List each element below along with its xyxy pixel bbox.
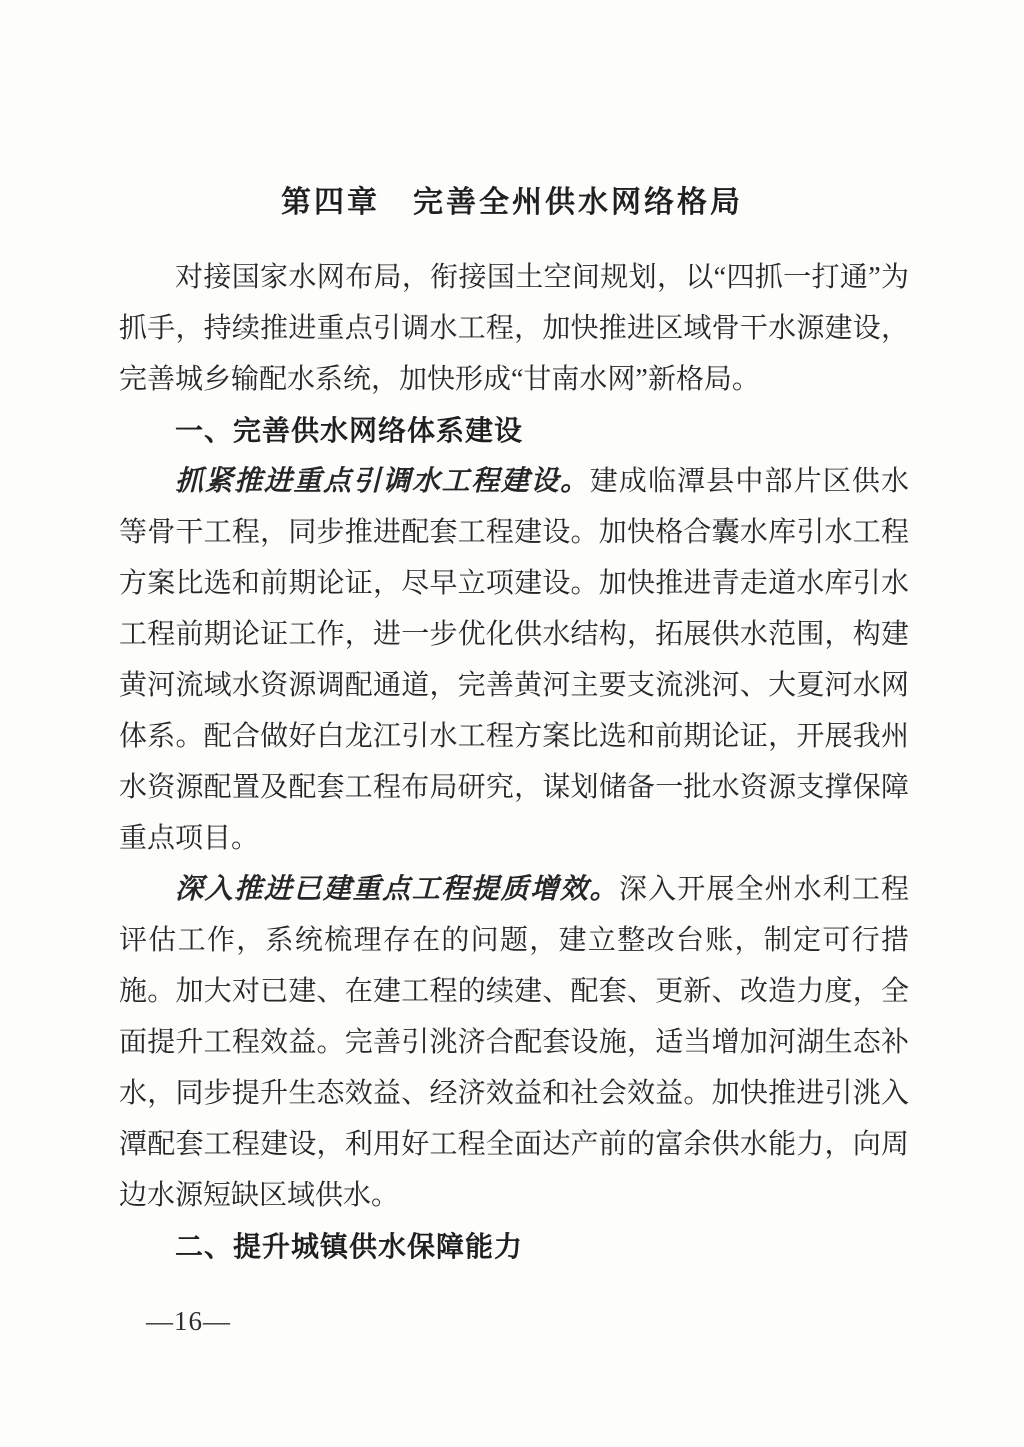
paragraph-body-text: 深入开展全州水利工程评估工作，系统梳理存在的问题，建立整改台账，制定可行措施。加大对已建、在建工程的续建、配套、更新、改造力度，全面提升工程效益。完善引洮济合配套设施，适当增加河湖生态补水，同步提升生态效益、经济效益和社会效益。加快推进引洮入潭配套工程建设，利用好工程全面达产前的富余供水能力，向周边水源短缺区域供水。: [119, 874, 909, 1211]
paragraph-quality-improvement: [119, 864, 909, 1221]
paragraph-key-water-projects: [119, 456, 909, 864]
paragraph-lead-sentence: 抓紧推进重点引调水工程建设。: [175, 466, 590, 497]
paragraph-body-text: 建成临潭县中部片区供水等骨干工程，同步推进配套工程建设。加快格合囊水库引水工程方案比选和前期论证，尽早立项建设。加快推进青走道水库引水工程前期论证工作，进一步优化供水结构，拓展供水范围，构建黄河流域水资源调配通道，完善黄河主要支流洮河、大夏河水网体系。配合做好白龙江引水工程方案比选和前期论证，开展我州水资源配置及配套工程布局研究，谋划储备一批水资源支撑保障重点项目。: [119, 466, 909, 854]
paragraph-lead-sentence: 深入推进已建重点工程提质增效。: [175, 874, 620, 905]
chapter-title: 第四章 完善全州供水网络格局: [281, 186, 743, 219]
page-number: —16—: [146, 1306, 231, 1336]
paragraph-intro: 对接国家水网布局，衔接国土空间规划，以“四抓一打通”为抓手，持续推进重点引调水工程，加快推进区域骨干水源建设，完善城乡输配水系统，加快形成“甘南水网”新格局。: [119, 262, 909, 395]
document-body: [119, 252, 909, 1272]
section-heading-1: 一、完善供水网络体系建设: [175, 415, 524, 446]
section-heading-2: 二、提升城镇供水保障能力: [175, 1231, 524, 1262]
